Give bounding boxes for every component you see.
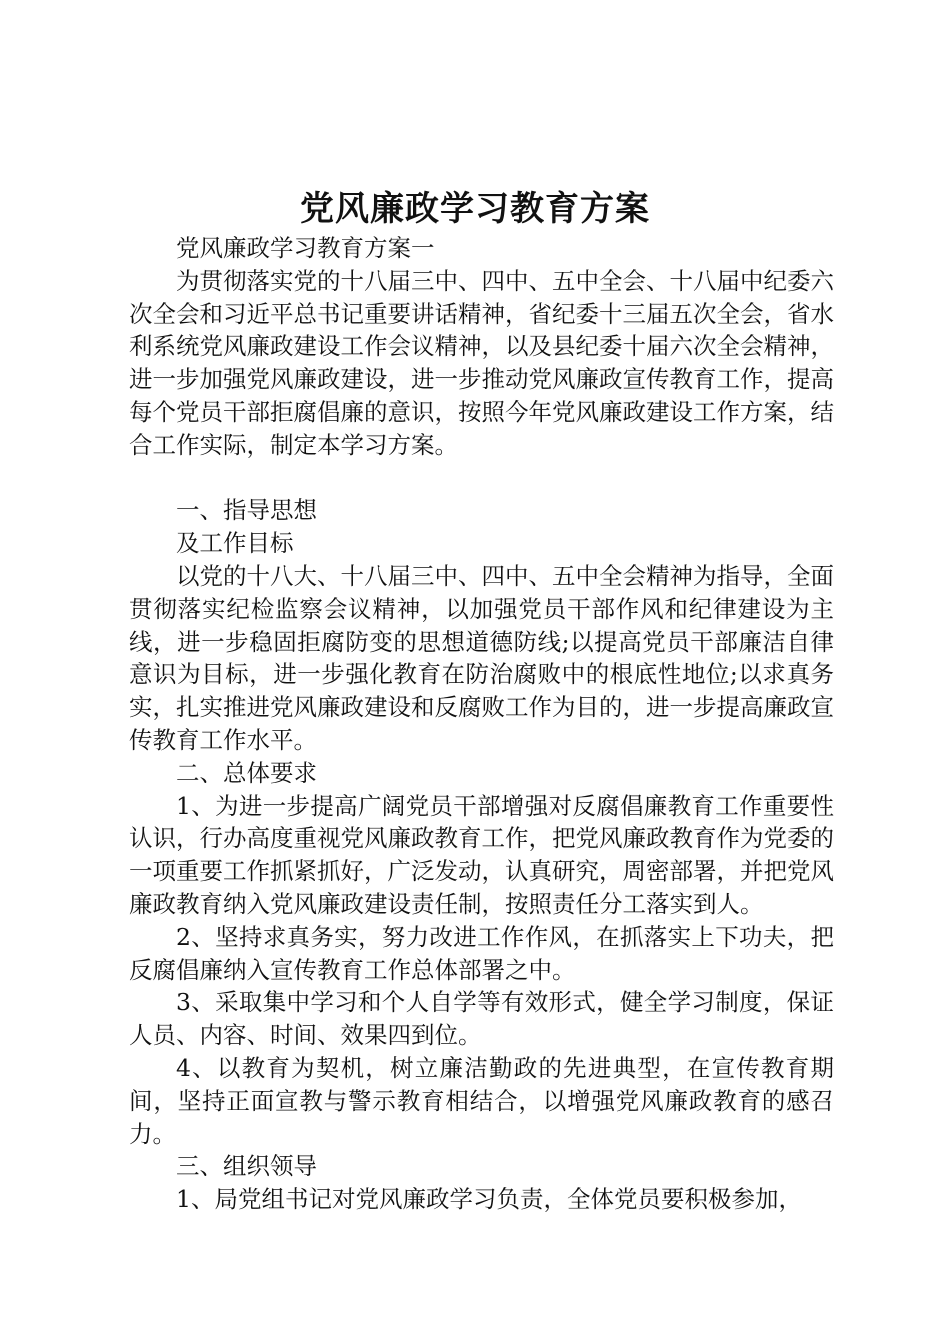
intro-paragraph: 为贯彻落实党的十八届三中、四中、五中全会、十八届中纪委六次全会和习近平总书记重要讲话精神，省纪委十三届五次全会，省水利系统党风廉政建设工作会议精神，以及县纪委十届六次全会精神，进一步加强党风廉政建设，进一步推动党风廉政宣传教育工作，提高每个党员干部拒腐倡廉的意识，按照今年党风廉政建设工作方案，结合工作实际，制定本学习方案。 [129, 266, 834, 459]
organization-item-1: 1、局党组书记对党风廉政学习负责，全体党员要积极参加， [176, 1185, 802, 1214]
paragraph-gap [129, 462, 834, 495]
guiding-thought-paragraph: 以党的十八大、十八届三中、四中、五中全会精神为指导，全面贯彻落实纪检监察会议精神，以加强党员干部作风和纪律建设为主线，进一步稳固拒腐防变的思想道德防线;以提高党员干部廉洁自律意识为目标，进一步强化教育在防治腐败中的根底性地位;以求真务实，扎实推进党风廉政建设和反腐败工作为目的，进一步提高廉政宣传教育工作水平。 [129, 561, 834, 754]
section-heading-guiding-thought: 一、指导思想 [176, 496, 317, 525]
document-title: 党风廉政学习教育方案 [300, 189, 650, 229]
requirement-item-3: 3、采取集中学习和个人自学等有效形式，健全学习制度，保证人员、内容、时间、效果四到位。 [129, 988, 834, 1050]
subtitle-paragraph: 党风廉政学习教育方案一 [176, 234, 435, 262]
requirement-item-1: 1、为进一步提高广阔党员干部增强对反腐倡廉教育工作重要性认识，行办高度重视党风廉政教育工作，把党风廉政教育作为党委的一项重要工作抓紧抓好，广泛发动，认真研究，周密部署，并把党风廉政教育纳入党风廉政建设责任制，按照责任分工落实到人。 [129, 791, 834, 918]
section-heading-organization: 三、组织领导 [176, 1152, 317, 1181]
section-heading-work-goals: 及工作目标 [176, 529, 294, 558]
requirement-item-4: 4、以教育为契机，树立廉洁勤政的先进典型，在宣传教育期间，坚持正面宣教与警示教育相结合，以增强党风廉政教育的感召力。 [129, 1053, 834, 1148]
requirement-item-2: 2、坚持求真务实，努力改进工作作风，在抓落实上下功夫，把反腐倡廉纳入宣传教育工作总体部署之中。 [129, 922, 834, 984]
section-heading-general-requirements: 二、总体要求 [176, 758, 317, 787]
document-body [129, 232, 834, 1216]
